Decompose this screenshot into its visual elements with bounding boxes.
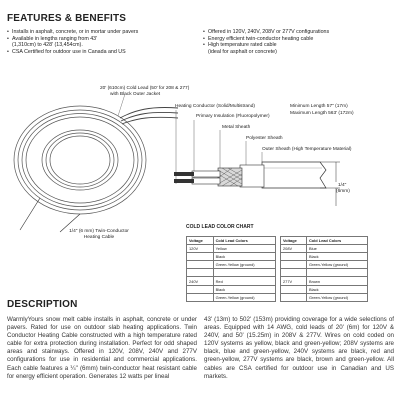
feature-item: • High temperature rated cable bbox=[203, 42, 398, 49]
label-primary-insulation: Primary Insulation (Fluoropolymer) bbox=[196, 114, 270, 119]
label-metal-sheath: Metal Sheath bbox=[222, 125, 251, 130]
cable-coil-illustration bbox=[0, 80, 180, 250]
header-colors: Cold Lead Colors bbox=[307, 237, 368, 245]
table-row: 120V Yellow bbox=[187, 245, 276, 253]
cold-lead-label-line1: 20' (610cm) Cold Lead (50' for 208 & 277) bbox=[100, 86, 190, 91]
table-row: Green-Yellow (ground) bbox=[281, 261, 368, 269]
table-row: Black bbox=[281, 285, 368, 293]
feature-item: • Installs in asphalt, concrete, or in mortar under pavers bbox=[7, 29, 197, 36]
label-polyester-sheath: Polyester Sheath bbox=[246, 136, 283, 141]
description-title: DESCRIPTION bbox=[7, 299, 78, 310]
table-row bbox=[281, 269, 368, 277]
label-diameter-mm: (6mm) bbox=[336, 189, 350, 194]
coil-caption bbox=[44, 229, 154, 240]
cable-cross-section-diagram bbox=[170, 108, 360, 218]
cold-lead-label bbox=[100, 86, 210, 97]
feature-item-cont: (ideal for asphalt or concrete) bbox=[208, 48, 277, 55]
description-right-column: 43' (13m) to 502' (153m) providing coverage for a wide selections of areas. Equipped with 14 AWG, cold leads of 20' (6m) for 120V & 240V, and 50' (15.25m) in 208V & 277V. Wires on cold coded on 120V systems as yellow, black and green-yellow; 208V systems are black, blue and green-yellow, 240V systems are black, red and green-yellow, 277V systems are black, brown and green-yellow. All cables are CSA certified for outdoor use in Canadian and US markets. bbox=[204, 316, 394, 380]
header-voltage: Voltage bbox=[187, 237, 214, 245]
features-left-list bbox=[7, 29, 197, 55]
label-diameter-in: 1/4" bbox=[338, 183, 347, 188]
table-row: Black bbox=[187, 285, 276, 293]
features-right-list bbox=[203, 29, 398, 55]
color-chart-table-right bbox=[280, 236, 368, 302]
table-row: Black bbox=[187, 253, 276, 261]
label-max-length: Maximum Length 563' (172m) bbox=[290, 111, 354, 116]
color-chart-table-left bbox=[186, 236, 276, 302]
features-title: FEATURES & BENEFITS bbox=[7, 13, 127, 24]
table-row: Green-Yellow (ground) bbox=[187, 293, 276, 301]
table-row: 277V Brown bbox=[281, 277, 368, 285]
table-row: Green-Yellow (ground) bbox=[281, 293, 368, 301]
label-min-length: Minimum Length 57" (17m) bbox=[290, 104, 348, 109]
description-left-column: WarmlyYours snow melt cable installs in asphalt, concrete or under pavers. Rated for use on outdoor slab heating applications. Twin Conductor Heating Cable constructed with a high temperature rated cable for extra protection during installation. Perfect for odd shaped areas and stairways. Offered in 120V, 208V, 240V and 277V configurations for use in residential and commercial applications. Each cable features a ¼" (6mm) twin-conductor heat resistant cable for energy efficient operation. Generates 12 watts per lineal bbox=[7, 316, 197, 380]
table-row: 240V Red bbox=[187, 277, 276, 285]
table-row: 208V Blue bbox=[281, 245, 368, 253]
label-outer-sheath: Outer Sheath (High Temperature Material) bbox=[262, 147, 352, 152]
header-colors: Cold Lead Colors bbox=[213, 237, 275, 245]
label-heating-conductor: Heating Conductor (Solid/Multistrand) bbox=[175, 104, 255, 109]
feature-item: • Available in lengths ranging from 43' bbox=[7, 36, 197, 43]
cold-lead-label-line2: with Black Outer Jacket bbox=[110, 91, 161, 97]
table-row: Green-Yellow (ground) bbox=[187, 261, 276, 269]
table-row: Black bbox=[281, 253, 368, 261]
feature-item: • CSA Certified for outdoor use in Canada and US bbox=[7, 49, 197, 56]
coil-caption-line1: 1/4" (6 mm) Twin-Conductor bbox=[69, 229, 129, 234]
feature-item: • Energy efficient twin-conductor heating cable bbox=[203, 36, 398, 43]
header-voltage: Voltage bbox=[281, 237, 307, 245]
table-row bbox=[187, 269, 276, 277]
color-chart-title: COLD LEAD COLOR CHART bbox=[186, 224, 254, 230]
feature-item: • Offered in 120V, 240V, 208V or 277V configurations bbox=[203, 29, 398, 36]
coil-caption-line2: Heating Cable bbox=[83, 234, 115, 240]
feature-item-cont: (1,310cm) to 428' (13,454cm). bbox=[12, 42, 83, 49]
